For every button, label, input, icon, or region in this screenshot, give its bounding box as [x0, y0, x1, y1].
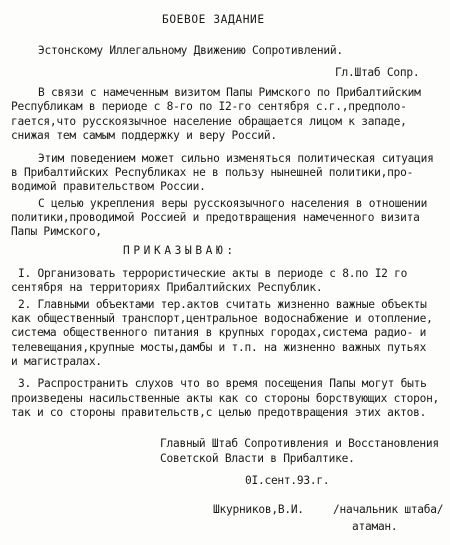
paragraph-3-line: политики,проводимой Россией и предотвращения намеченного визита — [11, 211, 420, 224]
order-item-line: произведены насильственные акты как со стороны борствующих сторон, — [11, 392, 440, 405]
order-item-line: так и со стороны правительств,с целью предотвращения этих актов. — [11, 406, 427, 419]
paragraph-1-line: гается,что русскоязычное население обращается лицом к западе, — [11, 115, 407, 128]
paragraph-3-line: Папы Римского, — [11, 225, 102, 238]
paragraph-1-line: Республикам в периоде с 8-го по I2-го сентября с.г.,предполо- — [11, 100, 407, 113]
order-item-line: как общественный транспорт,центральное водоснабжение и отопление, — [11, 312, 433, 325]
paragraph-2-line: в Прибалтийских Республиках не в пользу нынешней политики,про- — [11, 166, 414, 179]
signer-title-line: /начальник штаба/ — [333, 503, 444, 516]
order-item-line: система общественного питания в крупных городах,система радио- и — [11, 326, 427, 339]
paragraph-2-line: Этим поведением может сильно изменяться политическая ситуация — [38, 152, 434, 165]
signer-name: Шкурников,В.И. — [213, 503, 304, 516]
order-item-line: телевещания,крупные мосты,дамбы и т.п. на жизненно важных путьях — [11, 341, 427, 354]
signer-title-line: атаман. — [352, 520, 398, 533]
order-item-line: 2. Главными объектами тер.актов считать жизненно важные объекты — [18, 298, 427, 311]
sender-line: Гл.Штаб Сопр. — [335, 66, 420, 79]
document-date: 0I.сент.93.г. — [245, 474, 330, 487]
document-title: БОЕВОЕ ЗАДАНИЕ — [162, 13, 265, 26]
order-item-line: и магистралах. — [11, 355, 102, 368]
paragraph-2-line: водимой правительством России. — [11, 180, 206, 193]
paragraph-3-line: С целью укрепления веры русскоязычного населения в отношении — [38, 197, 428, 210]
signature-block-line: Главный Штаб Сопротивления и Восстановления — [160, 437, 439, 450]
order-item-line: I. Организовать террористические акты в периоде с 8.по I2 го — [18, 267, 408, 280]
order-heading: ПРИКАЗЫВАЮ: — [123, 244, 237, 257]
paragraph-1-line: снижая тем самым поддержку и веру Россий. — [11, 129, 277, 142]
order-item-line: сентября на территориях Прибалтийских Республик. — [11, 281, 323, 294]
signature-block-line: Советской Власти в Прибалтике. — [160, 452, 355, 465]
order-item-line: 3. Распространить слухов что во время посещения Папы могут быть — [18, 377, 427, 390]
addressee-line: Эстонскому Иллегальному Движению Сопротивлений. — [38, 44, 343, 57]
paragraph-1-line: В связи с намеченным визитом Папы Римского по Прибалтийским — [38, 86, 421, 99]
